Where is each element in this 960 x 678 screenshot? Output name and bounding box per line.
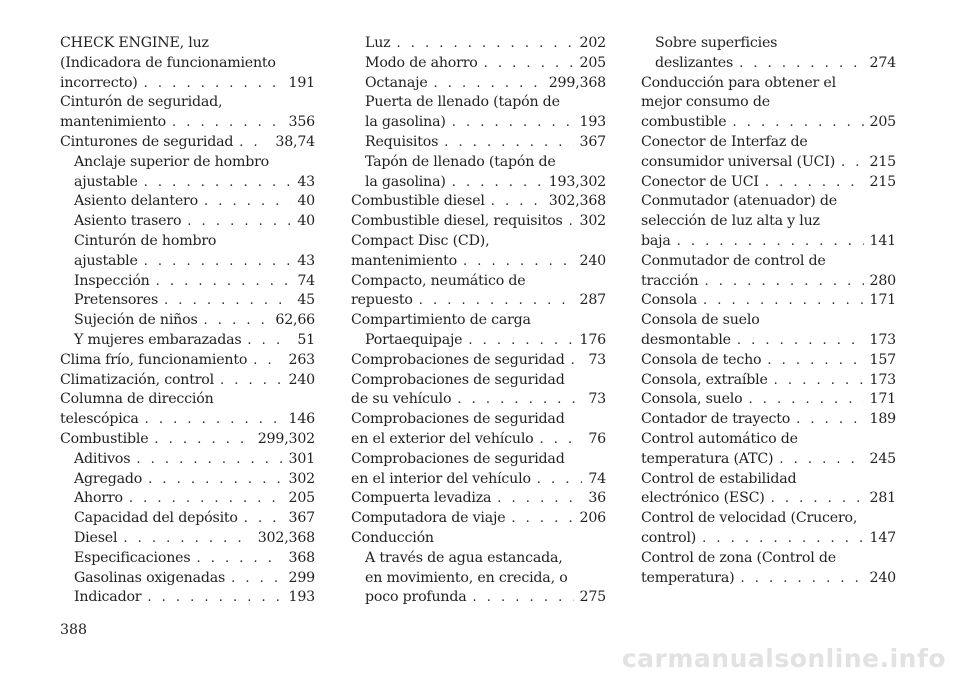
index-entry [60,430,315,450]
entry-page-number: 263 [288,351,315,368]
index-entry [351,450,606,470]
index-entry [641,93,896,113]
entry-text: Compacto, neumático de [351,272,526,289]
index-entry [60,291,315,311]
index-entry [641,509,896,529]
entry-text: Capacidad del depósito [74,510,238,527]
index-entry [641,529,896,549]
entry-text: Comprobaciones de seguridad [351,450,565,467]
entry-text: Conducción [351,529,434,546]
index-entry [641,173,896,193]
entry-text: mantenimiento [351,252,457,269]
entry-page-number: 171 [869,391,896,408]
entry-page-number: 240 [288,371,315,388]
entry-page-number: 299,302 [257,430,315,447]
entry-page-number: 240 [869,569,896,586]
dot-leader [145,410,283,430]
dot-leader [452,113,574,133]
entry-text: baja [641,232,671,249]
entry-text: Modo de ahorro [365,54,478,71]
index-entry [641,311,896,331]
entry-page-number: 299 [288,569,315,586]
entry-text: Consola de suelo [641,312,760,329]
dot-leader [148,470,282,490]
index-column-1 [60,34,315,608]
entry-page-number: 43 [297,252,315,269]
entry-text: Sujeción de niños [74,312,198,329]
entry-page-number: 245 [869,450,896,467]
dot-leader [463,252,574,272]
index-entry [641,410,896,430]
index-entry [641,390,896,410]
entry-page-number: 146 [288,411,315,428]
index-entry [60,212,315,232]
entry-page-number: 173 [869,331,896,348]
index-entry [641,74,896,94]
entry-page-number: 202 [579,35,606,51]
entry-text: Luz [365,35,391,51]
entry-page-number: 173 [869,371,896,388]
dot-leader [767,351,863,371]
index-entry [60,569,315,589]
index-entry [641,34,896,54]
index-entry [60,252,315,272]
dot-leader [253,351,282,371]
entry-text: control) [641,529,697,546]
index-entry [351,549,606,569]
index-entry [60,549,315,569]
entry-page-number: 51 [297,331,315,348]
entry-text: Control de velocidad (Crucero, [641,510,858,527]
entry-page-number: 193 [288,589,315,606]
entry-text: Clima frío, funcionamiento [60,351,248,368]
entry-text: Pretensores [74,292,159,309]
dot-leader [444,133,573,153]
index-entry [60,113,315,133]
dot-leader [457,390,582,410]
dot-leader [468,331,573,351]
entry-text: Conector de UCI [641,173,759,190]
dot-leader [396,34,573,54]
entry-text: A través de agua estancada, [365,549,563,566]
dot-leader [220,371,283,391]
index-entry [60,450,315,470]
entry-text: electrónico (ESC) [641,490,765,507]
entry-text: Compuerta levadiza [351,490,492,507]
index-entry [641,351,896,371]
index-entry [641,54,896,74]
index-entry [641,489,896,509]
entry-text: Tapón de llenado (tapón de [365,153,556,170]
entry-page-number: 73 [588,391,606,408]
entry-text: Control de zona (Control de [641,549,836,566]
index-entry [641,212,896,232]
entry-page-number: 189 [869,411,896,428]
index-column-2 [351,34,606,608]
index-entry [60,390,315,410]
entry-text: mejor consumo de [641,94,770,111]
entry-text: Cinturones de seguridad [60,133,234,150]
index-entry [60,74,315,94]
index-entry [351,489,606,509]
dot-leader [540,430,583,450]
index-entry [641,113,896,133]
index-entry [351,371,606,391]
index-entry [60,173,315,193]
entry-text: Conducción para obtener el [641,74,836,91]
index-entry [60,509,315,529]
index-entry [351,311,606,331]
dot-leader [136,450,282,470]
entry-text: en el exterior del vehículo [351,430,534,447]
entry-text: Agregado [74,470,143,487]
entry-page-number: 302,368 [257,529,315,546]
entry-text: Combustible diesel, requisitos [351,213,563,230]
dot-leader [537,470,583,490]
entry-page-number: 274 [869,54,896,71]
dot-leader [737,331,864,351]
dot-leader [144,74,283,94]
entry-text: incorrecto) [60,74,138,91]
index-entry [60,272,315,292]
index-entry [641,153,896,173]
entry-page-number: 205 [869,114,896,131]
dot-leader [164,291,291,311]
index-entry [351,529,606,549]
entry-text: de su vehículo [351,391,452,408]
entry-page-number: 240 [579,252,606,269]
entry-page-number: 40 [297,213,315,230]
dot-leader [765,173,864,193]
entry-page-number: 302 [288,470,315,487]
index-entry [351,291,606,311]
entry-page-number: 191 [288,74,315,91]
entry-text: (Indicadora de funcionamiento [60,54,276,71]
entry-page-number: 287 [579,292,606,309]
entry-page-number: 40 [297,193,315,210]
dot-leader [702,529,863,549]
dot-leader [247,331,291,351]
index-entry [641,569,896,589]
index-entry [351,272,606,292]
dot-leader [473,588,574,608]
entry-page-number: 36 [588,490,606,507]
dot-leader [484,54,574,74]
dot-leader [704,272,863,292]
index-entry [351,54,606,74]
index-entry [60,351,315,371]
index-entry [351,74,606,94]
index-entry [641,232,896,252]
entry-text: mantenimiento [60,114,166,131]
entry-text: Conmutador (atenuador) de [641,193,837,210]
dot-leader [154,430,251,450]
index-entry [351,351,606,371]
dot-leader [677,232,864,252]
index-entry [351,232,606,252]
dot-leader [156,272,292,292]
dot-leader [841,153,863,173]
entry-page-number: 205 [579,54,606,71]
entry-page-number: 62,66 [275,312,315,329]
dot-leader [144,252,292,272]
entry-page-number: 193 [579,114,606,131]
index-entry [60,371,315,391]
entry-text: selección de luz alta y luz [641,213,820,230]
entry-text: Asiento delantero [74,193,198,210]
entry-page-number: 43 [297,173,315,190]
entry-text: Requisitos [365,133,439,150]
index-entry [351,153,606,173]
dot-leader [172,113,283,133]
entry-page-number: 215 [869,153,896,170]
entry-text: repuesto [351,292,413,309]
index-entry [641,470,896,490]
dot-leader [231,569,282,589]
entry-page-number: 299,368 [548,74,606,91]
entry-text: combustible [641,114,727,131]
index-entry [351,569,606,589]
entry-text: desmontable [641,331,731,348]
entry-text: Inspección [74,272,150,289]
entry-page-number: 302 [579,213,606,230]
index-entry [60,489,315,509]
index-entry [60,153,315,173]
entry-page-number: 275 [579,589,606,606]
index-entry [641,371,896,391]
index-entry [641,450,896,470]
entry-text: tracción [641,272,699,289]
entry-page-number: 205 [288,490,315,507]
entry-text: Computadora de viaje [351,510,506,527]
dot-leader [434,74,543,94]
index-entry [351,588,606,608]
entry-text: Columna de dirección [60,391,214,408]
dot-leader [748,390,863,410]
index-entry [351,192,606,212]
entry-text: Cinturón de hombro [74,232,217,249]
index-entry [60,232,315,252]
dot-leader [239,133,269,153]
entry-text: Combustible [60,430,149,447]
entry-page-number: 157 [869,351,896,368]
index-entry [351,173,606,193]
index-entry [641,549,896,569]
index-entry [351,212,606,232]
index-entry [60,311,315,331]
index-entry [60,470,315,490]
entry-page-number: 281 [869,490,896,507]
entry-text: Indicador [74,589,142,606]
entry-text: Consola, extraíble [641,371,768,388]
index-entry [60,529,315,549]
entry-text: en movimiento, en crecida, o [365,569,568,586]
dot-leader [204,192,291,212]
entry-page-number: 367 [579,133,606,150]
entry-page-number: 73 [588,351,606,368]
dot-leader [144,173,292,193]
index-entry [60,93,315,113]
page-number: 388 [60,622,88,638]
watermark: carmanualsonline.info [621,644,946,673]
entry-page-number: 215 [869,173,896,190]
index-entry [351,93,606,113]
dot-leader [123,529,251,549]
entry-text: Octanaje [365,74,428,91]
entry-text: la gasolina) [365,114,446,131]
index-entry [351,252,606,272]
dot-leader [739,54,863,74]
entry-page-number: 206 [579,510,606,527]
entry-text: Gasolinas oxigenadas [74,569,226,586]
index-entry [60,588,315,608]
dot-leader [771,489,864,509]
entry-text: ajustable [74,252,138,269]
entry-text: la gasolina) [365,173,446,190]
entry-page-number: 280 [869,272,896,289]
dot-leader [196,549,282,569]
entry-text: telescópica [60,411,139,428]
index-entry [641,331,896,351]
entry-text: Puerta de llenado (tapón de [365,94,560,111]
index-entry [351,34,606,54]
entry-text: en el interior del vehículo [351,470,531,487]
entry-text: Comprobaciones de seguridad [351,351,565,368]
index-entry [351,113,606,133]
entry-page-number: 76 [588,430,606,447]
entry-page-number: 193,302 [548,173,606,190]
index-entry [60,331,315,351]
dot-leader [733,113,864,133]
entry-text: Consola, suelo [641,391,743,408]
entry-text: Consola [641,292,697,309]
dot-leader [703,291,864,311]
entry-page-number: 147 [869,529,896,546]
dot-leader [204,311,270,331]
entry-page-number: 356 [288,114,315,131]
entry-text: Anclaje superior de hombro [74,153,270,170]
entry-page-number: 45 [297,292,315,309]
entry-page-number: 301 [288,450,315,467]
entry-text: Y mujeres embarazadas [74,331,242,348]
entry-text: Diesel [74,529,118,546]
index-entry [641,291,896,311]
entry-text: temperatura) [641,569,735,586]
entry-text: Climatización, control [60,371,214,388]
entry-text: Control de estabilidad [641,470,797,487]
index-entry [641,192,896,212]
entry-text: Comprobaciones de seguridad [351,371,565,388]
entry-text: Especificaciones [74,549,191,566]
entry-page-number: 171 [869,292,896,309]
entry-text: Consola de techo [641,351,762,368]
index-entry [351,390,606,410]
entry-text: temperatura (ATC) [641,450,774,467]
index-entry [351,470,606,490]
entry-page-number: 141 [869,232,896,249]
index-entry [60,54,315,74]
entry-text: Contador de trayecto [641,411,791,428]
index-entry [641,430,896,450]
index-entry [641,272,896,292]
entry-page-number: 74 [297,272,315,289]
entry-text: Control automático de [641,430,798,447]
dot-leader [511,509,573,529]
entry-text: deslizantes [655,54,734,71]
entry-page-number: 368 [288,549,315,566]
entry-text: ajustable [74,173,138,190]
entry-text: Compact Disc (CD), [351,232,490,249]
index-entry [351,430,606,450]
index-entry [60,133,315,153]
index-entry [641,252,896,272]
entry-text: CHECK ENGINE, luz [60,35,209,51]
entry-text: Compartimiento de carga [351,312,531,329]
dot-leader [244,509,283,529]
entry-text: Combustible diesel [351,193,485,210]
entry-text: Aditivos [74,450,131,467]
entry-page-number: 38,74 [275,133,315,150]
index-entry [60,34,315,54]
entry-text: Cinturón de seguridad, [60,94,223,111]
entry-text: Ahorro [74,490,123,507]
dot-leader [491,192,543,212]
entry-page-number: 176 [579,331,606,348]
dot-leader [774,371,864,391]
dot-leader [187,212,291,232]
dot-leader [147,588,282,608]
entry-page-number: 302,368 [548,193,606,210]
dot-leader [129,489,283,509]
entry-text: Portaequipaje [365,331,463,348]
entry-text: Conmutador de control de [641,252,826,269]
dot-leader [419,291,574,311]
dot-leader [497,489,582,509]
index-entry [351,410,606,430]
index-entry [351,133,606,153]
index-entry [60,410,315,430]
dot-leader [452,173,543,193]
index-entry [351,331,606,351]
entry-text: Asiento trasero [74,213,182,230]
entry-text: Comprobaciones de seguridad [351,411,565,428]
index-entry [641,133,896,153]
index-entry [60,192,315,212]
entry-text: poco profunda [365,589,467,606]
entry-page-number: 367 [288,510,315,527]
dot-leader [796,410,863,430]
dot-leader [779,450,863,470]
entry-text: Conector de Interfaz de [641,133,808,150]
index-column-3 [641,34,896,588]
index-entry [351,509,606,529]
entry-page-number: 74 [588,470,606,487]
dot-leader [569,212,574,232]
dot-leader [740,569,863,589]
entry-text: consumidor universal (UCI) [641,153,836,170]
entry-text: Sobre superficies [655,35,778,51]
dot-leader [571,351,583,371]
